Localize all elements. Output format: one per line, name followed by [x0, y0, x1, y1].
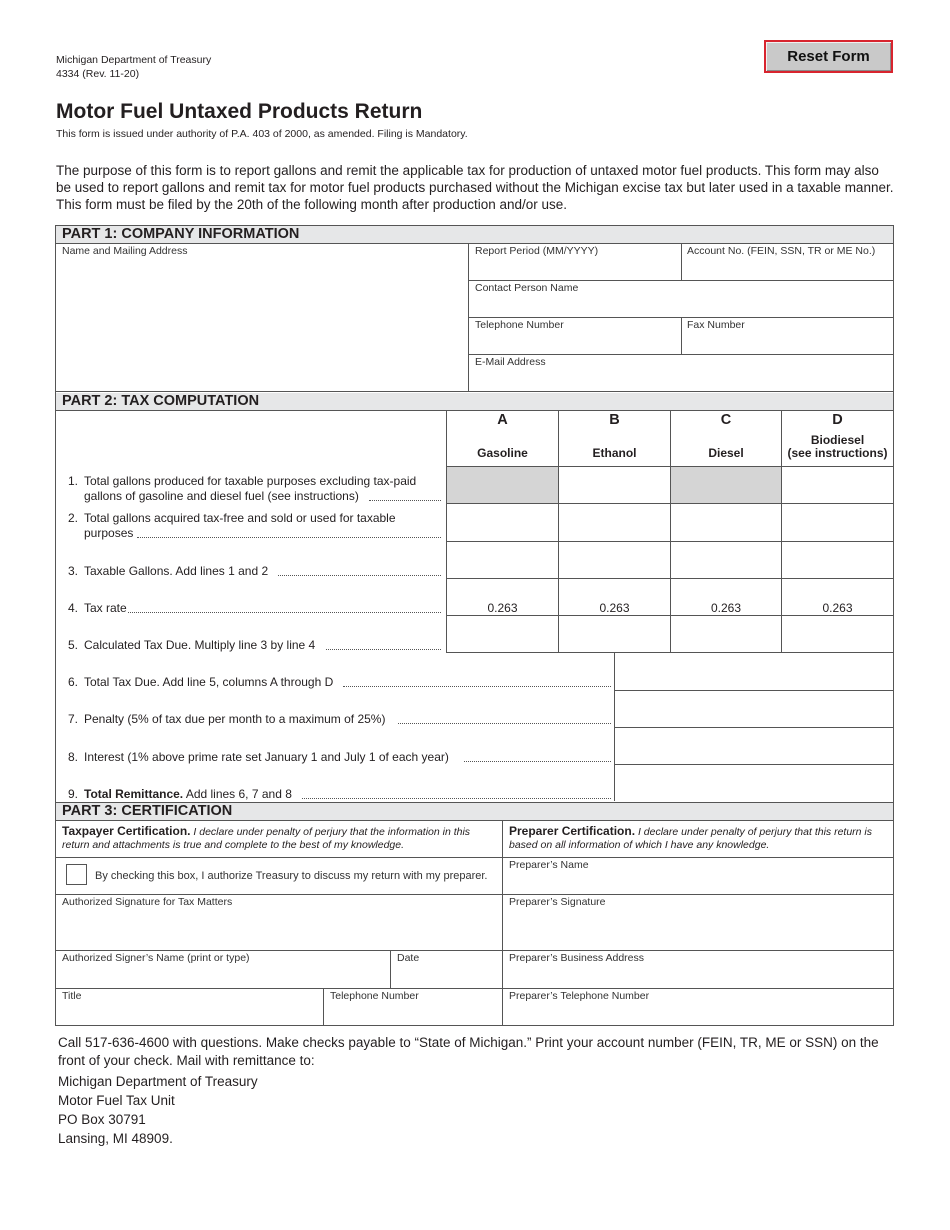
report-period-label: Report Period (MM/YYYY)	[475, 245, 599, 257]
tax-rate-b: 0.263	[599, 601, 630, 615]
telephone-input[interactable]	[470, 334, 679, 353]
line-5-a-input[interactable]	[448, 617, 557, 651]
reset-form-button[interactable]: Reset Form	[764, 40, 893, 73]
preparer-address-label: Preparer’s Business Address	[509, 952, 645, 964]
line-5-d-input[interactable]	[783, 617, 893, 651]
footer-address-line-4: Lansing, MI 48909.	[58, 1131, 173, 1146]
date-input[interactable]	[392, 966, 501, 987]
line-2	[56, 511, 396, 526]
column-a-header	[447, 412, 558, 460]
preparer-name-input[interactable]	[504, 873, 893, 893]
line-6-number: 6.	[67, 675, 78, 689]
line-8-text: Interest (1% above prime rate set January 1 and July 1 of each year)	[84, 750, 449, 764]
taxpayer-certification	[62, 825, 498, 852]
account-no-label: Account No. (FEIN, SSN, TR or ME No.)	[687, 245, 876, 257]
name-address-label: Name and Mailing Address	[62, 245, 188, 257]
telephone-input-p3[interactable]	[325, 1004, 501, 1025]
line-7-text: Penalty (5% of tax due per month to a maximum of 25%)	[84, 712, 386, 726]
authority-note: This form is issued under authority of P.A. 403 of 2000, as amended. Filing is Mandatory.	[56, 128, 468, 140]
shaded-cell-1c	[670, 467, 781, 503]
line-8-input[interactable]	[616, 729, 893, 763]
date-label: Date	[397, 952, 420, 964]
line-1-number: 1.	[67, 474, 78, 488]
line-9-bold: Total Remittance.	[84, 787, 184, 801]
column-d-sub: (see instructions)	[787, 446, 888, 460]
preparer-address-input[interactable]	[504, 966, 893, 987]
name-address-input[interactable]	[58, 260, 466, 388]
auth-signature-label: Authorized Signature for Tax Matters	[62, 896, 233, 908]
signer-name-input[interactable]	[58, 966, 389, 987]
email-label: E-Mail Address	[475, 356, 546, 368]
line-7-input[interactable]	[616, 692, 893, 726]
purpose-paragraph: The purpose of this form is to report gallons and remit the applicable tax for production of untaxed motor fuel products. This form may also be used to report gallons and remit tax for motor fuel products purchased without the Michigan excise tax but later used in a taxable manner. This form must be filed by the 20th of the following month after production and/or use.	[56, 163, 894, 212]
line-3-a-input[interactable]	[448, 543, 557, 577]
line-2-c-input[interactable]	[672, 505, 780, 540]
column-b-name: Ethanol	[592, 446, 637, 460]
line-9-input[interactable]	[616, 766, 893, 800]
preparer-name-label: Preparer’s Name	[509, 859, 589, 871]
taxpayer-cert-text: I declare under penalty of perjury that the information in this return and attachments is true and complete to the best of my knowledge.	[62, 826, 471, 851]
authorize-preparer-checkbox[interactable]	[66, 864, 87, 885]
line-5-c-input[interactable]	[672, 617, 780, 651]
tax-rate-d: 0.263	[822, 601, 853, 615]
line-6	[56, 675, 333, 690]
line-9-text: Add lines 6, 7 and 8	[183, 787, 292, 801]
part1-header	[56, 226, 893, 244]
signer-name-label: Authorized Signer’s Name (print or type)	[62, 952, 250, 964]
preparer-phone-label: Preparer’s Telephone Number	[509, 990, 650, 1002]
line-2-number: 2.	[67, 511, 78, 525]
column-d-letter: D	[832, 412, 843, 428]
footer-address-line-3: PO Box 30791	[58, 1112, 146, 1127]
preparer-signature-input[interactable]	[504, 912, 893, 949]
line-1-b-input[interactable]	[560, 468, 669, 502]
line-5-number: 5.	[67, 638, 78, 652]
tax-rate-c: 0.263	[710, 601, 742, 615]
footer-address-line-2: Motor Fuel Tax Unit	[58, 1093, 175, 1108]
department-name: Michigan Department of Treasury	[56, 54, 212, 66]
part2-title: PART 2: TAX COMPUTATION	[62, 393, 260, 409]
column-a-letter: A	[497, 412, 508, 428]
line-2-text-b: purposes	[84, 526, 134, 540]
title-input[interactable]	[58, 1004, 322, 1025]
line-5-text: Calculated Tax Due. Multiply line 3 by line 4	[84, 638, 316, 652]
line-5	[56, 638, 315, 653]
line-2-b-input[interactable]	[560, 505, 669, 540]
footer-address-line-1: Michigan Department of Treasury	[58, 1074, 258, 1089]
telephone-label: Telephone Number	[475, 319, 564, 331]
line-3-b-input[interactable]	[560, 543, 669, 577]
column-c-letter: C	[720, 412, 732, 428]
shaded-cell-1a	[447, 467, 558, 503]
line-4-text: Tax rate	[84, 601, 127, 615]
line-6-text: Total Tax Due. Add line 5, columns A through D	[84, 675, 334, 689]
preparer-signature-label: Preparer’s Signature	[509, 896, 606, 908]
page-title: Motor Fuel Untaxed Products Return	[56, 100, 423, 123]
contact-name-label: Contact Person Name	[475, 282, 579, 294]
line-9	[56, 787, 292, 802]
column-b-header	[559, 412, 670, 460]
line-3-d-input[interactable]	[783, 543, 893, 577]
line-9-number: 9.	[67, 787, 78, 801]
part3-title: PART 3: CERTIFICATION	[62, 803, 233, 819]
line-3-text: Taxable Gallons. Add lines 1 and 2	[84, 564, 269, 578]
column-a-name: Gasoline	[477, 446, 528, 460]
line-1-d-input[interactable]	[783, 468, 893, 502]
fax-label: Fax Number	[687, 319, 745, 331]
column-d-header	[782, 412, 893, 460]
contact-name-input[interactable]	[470, 297, 892, 316]
line-4	[56, 601, 127, 616]
tax-rate-a: 0.263	[487, 601, 518, 615]
line-2-text-a: Total gallons acquired tax-free and sold or used for taxable	[84, 511, 396, 525]
line-8	[56, 750, 449, 765]
telephone-label-p3: Telephone Number	[330, 990, 419, 1002]
preparer-phone-input[interactable]	[504, 1004, 893, 1025]
part1-title: PART 1: COMPANY INFORMATION	[62, 226, 300, 242]
line-1-text-a: Total gallons produced for taxable purposes excluding tax-paid	[84, 474, 417, 488]
line-3-number: 3.	[67, 564, 78, 578]
line-2-d-input[interactable]	[783, 505, 893, 540]
line-3	[56, 564, 268, 579]
line-7	[56, 712, 385, 727]
line-1-text-b: gallons of gasoline and diesel fuel (see instructions)	[84, 489, 359, 503]
title-label: Title	[62, 990, 82, 1002]
line-1	[56, 474, 416, 489]
footer-instructions: Call 517-636-4600 with questions. Make checks payable to “State of Michigan.” Print your account number (FEIN, TR, ME or SSN) on the front of your check. Mail with remittance to:	[58, 1035, 879, 1068]
line-8-number: 8.	[67, 750, 78, 764]
line-6-input[interactable]	[616, 654, 893, 689]
line-3-c-input[interactable]	[672, 543, 780, 577]
preparer-cert-title: Preparer Certification.	[509, 824, 636, 838]
report-period-input[interactable]	[470, 260, 679, 279]
preparer-cert-text: I declare under penalty of perjury that this return is based on all information of which I have any knowledge.	[509, 826, 873, 851]
column-c-header	[671, 412, 781, 460]
column-d-name: Biodiesel	[810, 433, 865, 447]
fax-input[interactable]	[683, 334, 892, 353]
part3-header	[56, 802, 893, 821]
part2-header	[56, 393, 893, 411]
line-5-b-input[interactable]	[560, 617, 669, 651]
account-no-input[interactable]	[683, 260, 892, 279]
auth-signature-input[interactable]	[58, 912, 501, 949]
preparer-certification	[509, 825, 889, 852]
line-2-a-input[interactable]	[448, 505, 557, 540]
email-input[interactable]	[470, 371, 892, 390]
taxpayer-cert-title: Taxpayer Certification.	[62, 824, 191, 838]
line-4-number: 4.	[67, 601, 78, 615]
line-7-number: 7.	[67, 712, 78, 726]
checkbox-label: By checking this box, I authorize Treasury to discuss my return with my preparer.	[95, 870, 488, 882]
column-b-letter: B	[609, 412, 620, 428]
column-c-name: Diesel	[708, 446, 744, 460]
form-number: 4334 (Rev. 11-20)	[56, 68, 140, 80]
